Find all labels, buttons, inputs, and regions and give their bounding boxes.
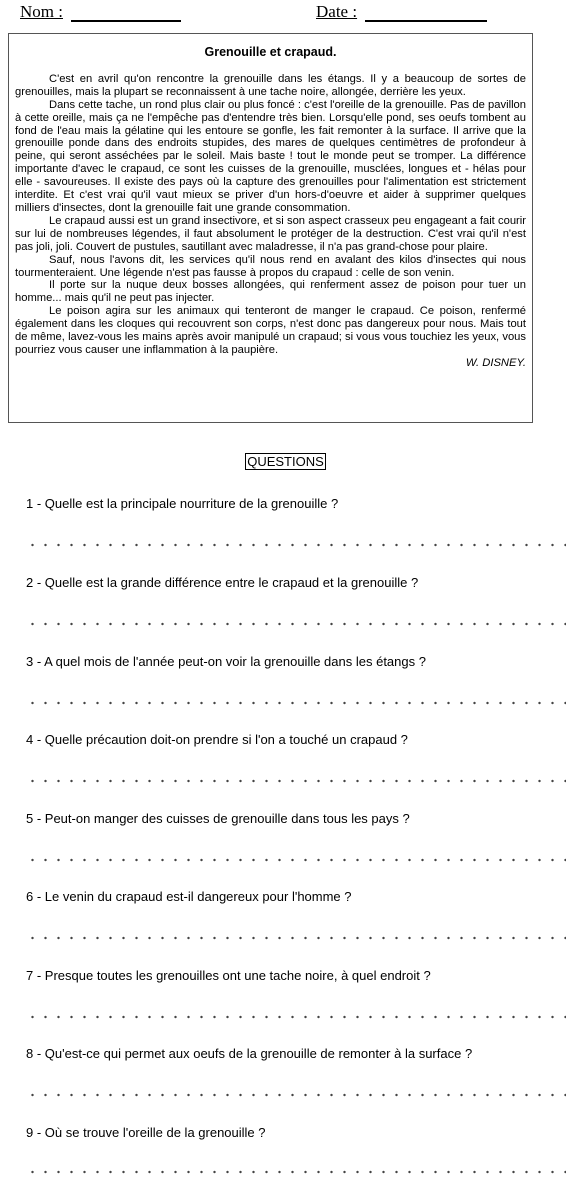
questions-heading-label: QUESTIONS bbox=[247, 454, 324, 469]
question-3: 3 - A quel mois de l'année peut-on voir la grenouille dans les étangs ? bbox=[26, 654, 426, 669]
answer-line-6[interactable] bbox=[26, 936, 566, 940]
question-4: 4 - Quelle précaution doit-on prendre si l'on a touché un crapaud ? bbox=[26, 732, 408, 747]
answer-line-8[interactable] bbox=[26, 1093, 566, 1097]
question-7: 7 - Presque toutes les grenouilles ont une tache noire, à quel endroit ? bbox=[26, 968, 431, 983]
name-write-line[interactable] bbox=[71, 4, 181, 22]
date-write-line[interactable] bbox=[365, 4, 487, 22]
question-9: 9 - Où se trouve l'oreille de la grenouille ? bbox=[26, 1125, 266, 1140]
answer-line-3[interactable] bbox=[26, 701, 566, 705]
worksheet-header bbox=[0, 2, 571, 26]
answer-line-5[interactable] bbox=[26, 858, 566, 862]
paragraph: Le crapaud aussi est un grand insectivore, et si son aspect crasseux peu engageant a fait courir sur lui de nombreuses légendes, il faut absolument le protéger de la destruction. C'est vrai qu'il n'est pas joli, joli. Couvert de pustules, sautillant avec maladresse, il n'a pas grand-chose pour plaire. bbox=[15, 214, 526, 253]
reading-text-box bbox=[8, 33, 533, 423]
paragraph: Dans cette tache, un rond plus clair ou plus foncé : c'est l'oreille de la grenouille. Pas de pavillon à cette oreille, mais ça ne l'empêche pas d'entendre très bien. Lorsqu'elle pond, ses oeufs tombent au fond de l'eau mais la gélatine qui les entoure se gonfle, les fait remonter à la surface. Il arrive que la grenouille ponde dans des endroits stupides, des mares de quelques centimètres de profondeur à peine, qui seront asséchées par le soleil. Mais baste ! tout le monde peut se tromper. La différence importante d'avec le crapaud, ce sont les cuisses de la grenouille, musclées, longues et - hélas pour elle - savoureuses. Il existe des pays où la capture des grenouilles pour l'alimentation est strictement interdite. Et c'est vrai qu'il vaut mieux se priver d'un hors-d'oeuvre et aider à supprimer quelques milliers d'insectes, dont la grenouille fait une grande consommation. bbox=[15, 98, 526, 214]
text-title: Grenouille et crapaud. bbox=[204, 45, 337, 59]
author-signature: W. DISNEY. bbox=[465, 356, 526, 369]
name-label: Nom : bbox=[20, 2, 63, 21]
question-6: 6 - Le venin du crapaud est-il dangereux pour l'homme ? bbox=[26, 889, 352, 904]
answer-line-4[interactable] bbox=[26, 779, 566, 783]
question-5: 5 - Peut-on manger des cuisses de grenouille dans tous les pays ? bbox=[26, 811, 410, 826]
name-field[interactable] bbox=[20, 2, 181, 22]
paragraph: Sauf, nous l'avons dit, les services qu'il nous rend en avalant des kilos d'insectes qui nous tourmenteraient. Une légende n'est pas fausse à propos du crapaud : celle de son venin. bbox=[15, 253, 526, 279]
question-2: 2 - Quelle est la grande différence entre le crapaud et la grenouille ? bbox=[26, 575, 419, 590]
paragraph: C'est en avril qu'on rencontre la grenouille dans les étangs. Il y a beaucoup de sortes de grenouilles, mais la plupart se reconnaissent à une tache noire, allongée, derrière les yeux. bbox=[15, 72, 526, 98]
answer-line-9[interactable] bbox=[26, 1170, 566, 1174]
answer-line-2[interactable] bbox=[26, 622, 566, 626]
date-label: Date : bbox=[316, 2, 358, 21]
date-field[interactable] bbox=[316, 2, 487, 22]
answer-line-7[interactable] bbox=[26, 1015, 566, 1019]
question-1: 1 - Quelle est la principale nourriture de la grenouille ? bbox=[26, 496, 339, 511]
paragraph: Le poison agira sur les animaux qui tenteront de manger le crapaud. Ce poison, renfermé également dans les cloques qui recouvrent son corps, n'est donc pas dangereux pour nous. Mais tout de même, lavez-vous les mains après avoir manipulé un crapaud; si vous vous touchiez les yeux, vous pourriez vous causer une inflammation à la paupière. bbox=[15, 305, 526, 356]
question-8: 8 - Qu'est-ce qui permet aux oeufs de la grenouille de remonter à la surface ? bbox=[26, 1046, 473, 1061]
answer-line-1[interactable] bbox=[26, 543, 566, 547]
paragraph: Il porte sur la nuque deux bosses allongées, qui renferment assez de poison pour tuer un homme... mais qu'il ne peut pas injecter. bbox=[15, 279, 526, 305]
questions-heading bbox=[0, 454, 571, 469]
